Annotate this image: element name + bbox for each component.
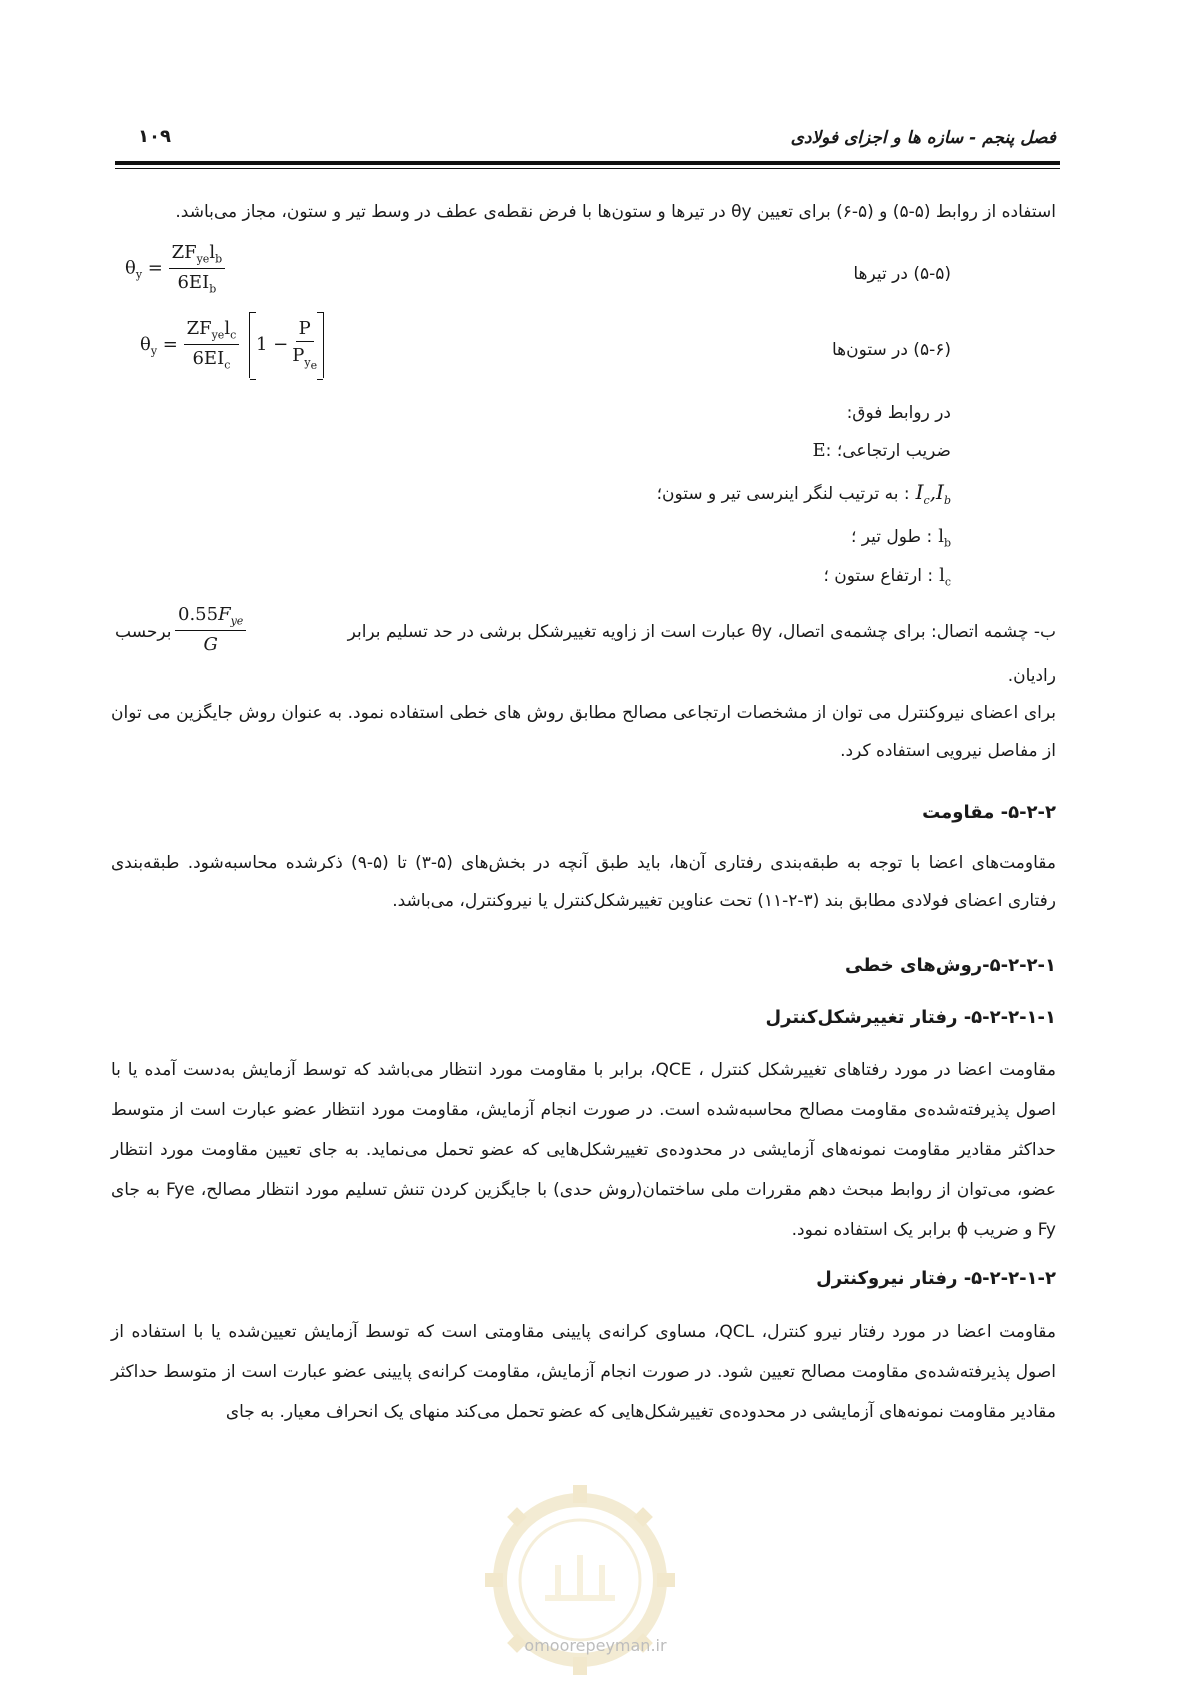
heading-deformation-controlled: ۵-۲-۲-۱-۱- رفتار تغییرشکل‌کنترل (765, 1007, 1056, 1028)
panel-zone-end: رادیان. (1007, 666, 1056, 686)
deformation-paragraph: مقاومت اعضا در مورد رفتاهای تغییرشکل کنترل ، QCE، برابر با مقاومت مورد انتظار می‌باشد که توسط آزمایش به‌دست آمده یا با اصول پذیرفته‌شده‌ی مقاومت مصالح محاسبه‌شده است. در صورت انجام آزمایش، مقاومت مورد انتظار عضو عبارت است از متوسط حداکثر مقادیر مقاومت نمونه‌های آزمایشی در محدوده‌ی تغییرشکل‌هایی که عضو تحمل می‌نماید. به جای تعیین مقاومت مورد انتظار عضو، می‌توان از روابط مبحث دهم مقررات ملی ساختمان(روش حدی) با جایگزین کردن تنش تسلیم مورد انتظار مصالح، Fye به جای Fy و ضریب ϕ برابر یک استفاده نمود. (111, 1060, 1057, 1240)
panel-zone-text: ب- چشمه اتصال: برای چشمه‌ی اتصال، θy عبارت است از زاویه تغییرشکل برشی در حد تسلیم برابر (347, 622, 1056, 642)
equation-5-5: $\theta_y$ = $\frac{ZF_{ye}l_b}{6EI_b}$ (125, 242, 225, 295)
watermark-logo-icon (465, 1465, 695, 1695)
strength-paragraph: مقاومت‌های اعضا با توجه به طبقه‌بندی رفتاری آن‌ها، باید طبق آنچه در بخش‌های (۵-۳) تا (۵-۹) ذکرشده محاسبه‌شود. طبقه‌بندی رفتاری اعضای فولادی مطابق بند (۳-۲-۱۱) تحت عناوین تغییرشکل‌کنترل یا نیروکنترل، می‌باشد. (111, 853, 1056, 911)
force-paragraph: مقاومت اعضا در مورد رفتار نیرو کنترل، QCL، مساوی کرانه‌ی پایینی مقاومتی است که توسط آزمایش تعیین‌شده یا با استفاده از اصول پذیرفته‌شده‌ی مقاومت مصالح تعیین شود. در صورت انجام آزمایش، مقاومت کرانه‌ی پایینی عضو عبارت است از متوسط حداکثر مقادیر مقاومت نمونه‌های آزمایشی در محدوده‌ی تغییرشکل‌هایی که عضو تحمل می‌کند منهای یک انحراف معیار. به جای (111, 1322, 1056, 1422)
equation-5-5-label: (۵-۵) در تیرها (853, 264, 951, 284)
definition-inertia: $I_c,I_b$: به ترتیب لنگر اینرسی تیر و ستون؛ (656, 480, 951, 507)
definition-symbol: E (812, 440, 826, 461)
watermark-url: omoorepeyman.ir (524, 1636, 667, 1655)
intro-paragraph: استفاده از روابط (۵-۵) و (۵-۶) برای تعیین θy در تیرها و ستون‌ها با فرض نقطه‌ی عطف در وسط تیر و ستون، مجاز می‌باشد. (175, 202, 1056, 222)
panel-zone-unit: برحسب (115, 622, 172, 642)
header-rule-thin (115, 168, 1060, 169)
force-controlled-note: برای اعضای نیروکنترل می توان از مشخصات ارتجاعی مصالح مطابق روش های خطی استفاده نمود. به عنوان روش جایگزین می توان از مفاصل نیرویی استفاده کرد. (111, 703, 1056, 761)
equation-5-6: $\theta_y$ = $\frac{ZF_{ye}l_c}{6EI_c}$ 1 − $\frac{P}{P_{y_e}}$ (140, 312, 324, 378)
definition-symbol: $l_c$ (939, 565, 951, 589)
definition-symbol: $I_c,I_b$ (915, 480, 951, 507)
panel-zone-formula: $\frac{0.55F_{ye}}{G}$ (175, 604, 246, 655)
definition-symbol: $l_b$ (938, 526, 951, 550)
page-number: ۱۰۹ (138, 126, 171, 147)
equation-5-6-label: (۵-۶) در ستون‌ها (831, 340, 951, 360)
definition-lb: $l_b$: طول تیر ؛ (850, 526, 951, 550)
where-label: در روابط فوق: (846, 403, 951, 423)
heading-strength: ۵-۲-۲- مقاومت (922, 802, 1056, 823)
heading-force-controlled: ۵-۲-۲-۱-۲- رفتار نیروکنترل (816, 1268, 1056, 1289)
definition-e: E: ضریب ارتجاعی؛ (812, 440, 951, 461)
heading-linear-methods: ۵-۲-۲-۱-روش‌های خطی (845, 955, 1056, 976)
header-rule-thick (115, 161, 1060, 165)
definition-lc: $l_c$: ارتفاع ستون ؛ (823, 565, 951, 589)
chapter-title: فصل پنجم - سازه ها و اجزای فولادی (790, 128, 1056, 148)
